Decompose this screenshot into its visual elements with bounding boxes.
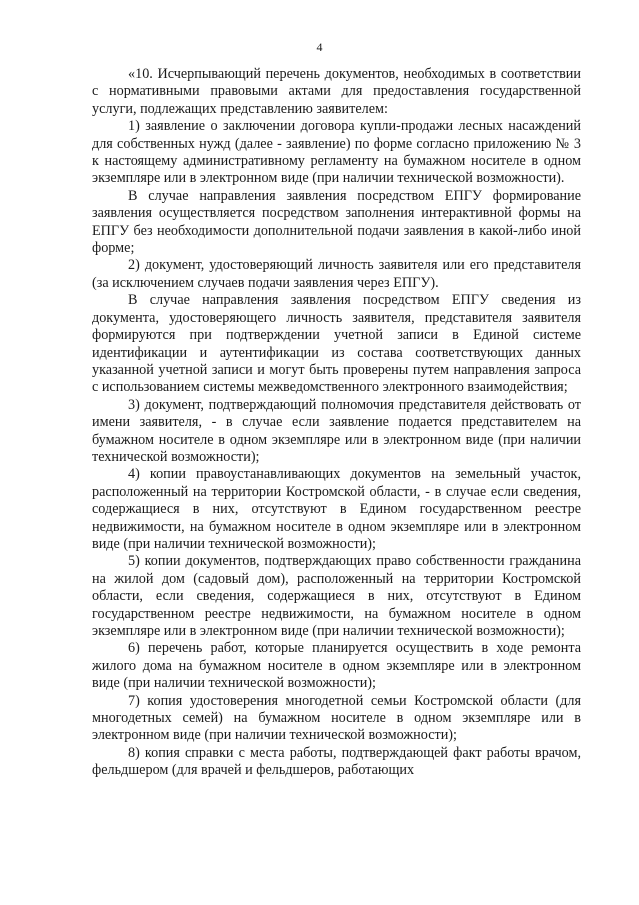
paragraph-subitem-3: 3) документ, подтверждающий полномочия представителя действовать от имени заявителя, - в случае если заявление подается представителем на бумажном носителе в одном экземпляре или в электронном виде (при наличии технической возможности); [92, 396, 581, 465]
paragraph-subitem-6: 6) перечень работ, которые планируется осуществить в ходе ремонта жилого дома на бумажном носителе в одном экземпляре или в электронном виде (при наличии технической возможности); [92, 640, 581, 692]
paragraph-item-10-intro: «10. Исчерпывающий перечень документов, необходимых в соответствии с нормативными правовыми актами для предоставления государственной услуги, подлежащих представлению заявителем: [92, 66, 581, 117]
paragraph-subitem-4: 4) копии правоустанавливающих документов на земельный участок, расположенный на территории Костромской области, - в случае если сведения, содержащиеся в них, отсутствуют в Едином государственном реестре недвижимости, на бумажном носителе в одном экземпляре или в электронном виде (при наличии технической возможности); [92, 466, 581, 552]
paragraph-epgu-application: В случае направления заявления посредством ЕПГУ формирование заявления осуществляется посредством заполнения интерактивной формы на ЕПГУ без необходимости дополнительной подачи заявления в какой-либо иной форме; [92, 187, 581, 257]
paragraph-subitem-7: 7) копия удостоверения многодетной семьи Костромской области (для многодетных семей) на бумажном носителе в одном экземпляре или в электронном виде (при наличии технической возможности); [92, 692, 581, 744]
document-body [92, 66, 581, 780]
paragraph-subitem-1: 1) заявление о заключении договора купли-продажи лесных насаждений для собственных нужд (далее - заявление) по форме согласно приложению № 3 к настоящему административному регламенту на бумажном носителе в одном экземпляре или в электронном виде (при наличии технической возможности). [92, 118, 581, 187]
paragraph-subitem-8: 8) копия справки с места работы, подтверждающей факт работы врачом, фельдшером (для врачей и фельдшеров, работающих [92, 744, 581, 779]
paragraph-subitem-2: 2) документ, удостоверяющий личность заявителя или его представителя (за исключением случаев подачи заявления через ЕПГУ). [92, 257, 581, 291]
paragraph-epgu-identity: В случае направления заявления посредством ЕПГУ сведения из документа, удостоверяющего личность заявителя, представителя заявителя формируются при подтверждении учетной записи в Единой системе идентификации и аутентификации из состава соответствующих данных указанной учетной записи и могут быть проверены путем направления запроса с использованием системы межведомственного электронного взаимодействия; [92, 292, 581, 396]
paragraph-subitem-5: 5) копии документов, подтверждающих право собственности гражданина на жилой дом (садовый дом), расположенный на территории Костромской области, если сведения, содержащиеся в них, отсутствуют в Едином государственном реестре недвижимости, на бумажном носителе в одном экземпляре или в электронном виде (при наличии технической возможности); [92, 553, 581, 639]
page-number: 4 [316, 40, 323, 54]
